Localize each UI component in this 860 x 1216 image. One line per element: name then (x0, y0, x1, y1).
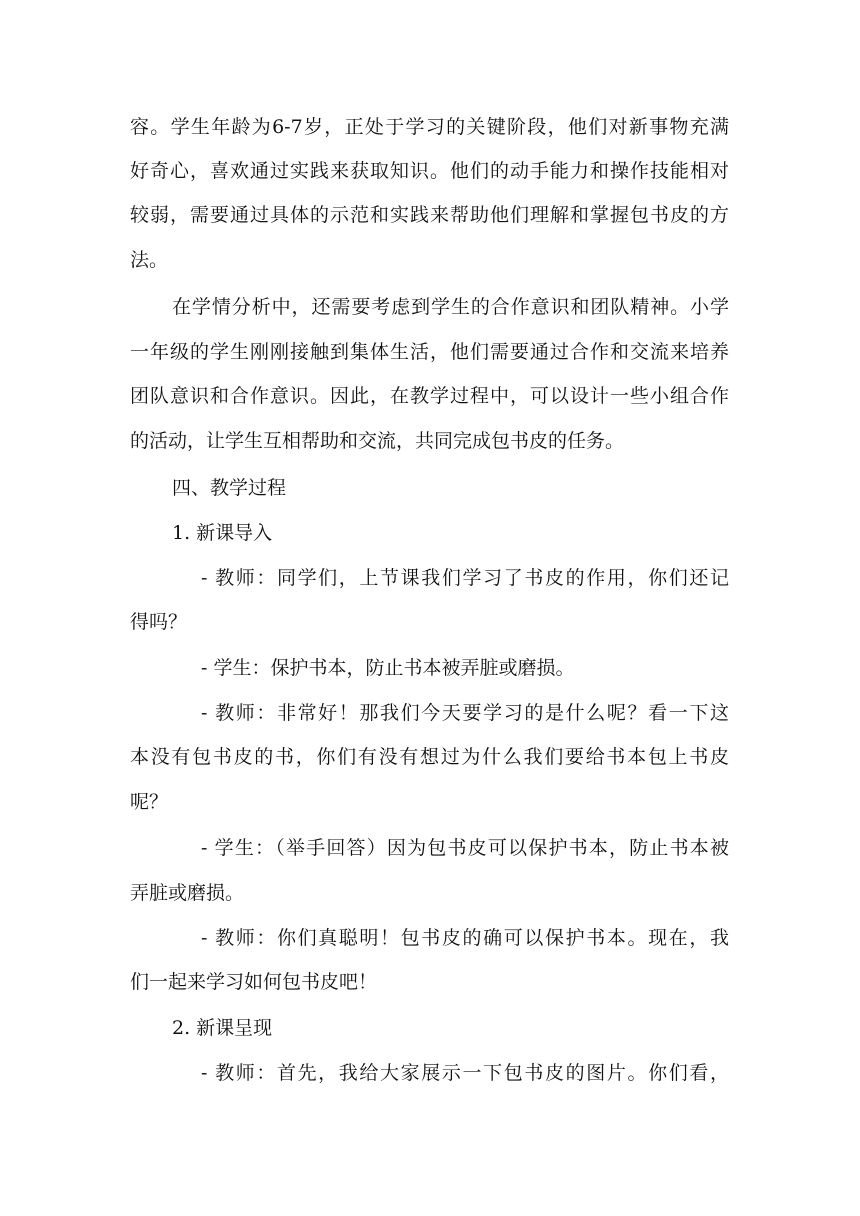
text-line: 法。 (130, 249, 169, 271)
text-line: 容。学生年龄为6-7岁，正处于学习的关键阶段，他们对新事物充满 (130, 116, 729, 138)
text-line: 的活动，让学生互相帮助和交流，共同完成包书皮的任务。 (130, 430, 625, 452)
dialogue-line: 们一起来学习如何包书皮吧！ (130, 971, 378, 993)
dialogue-line: - 学生：（举手回答）因为包书皮可以保护书本，防止书本被 (201, 837, 729, 859)
text-line: 团队意识和合作意识。因此，在教学过程中，可以设计一些小组合作 (130, 385, 729, 407)
dialogue-line: - 学生：保护书本，防止书本被弄脏或磨损。 (201, 657, 575, 679)
dialogue-line: 得吗？ (130, 611, 188, 633)
text-line: 在学情分析中，还需要考虑到学生的合作意识和团队精神。小学 (172, 296, 729, 318)
dialogue-line: - 教师：首先，我给大家展示一下包书皮的图片。你们看， (201, 1062, 729, 1084)
subsection-heading: 1. 新课导入 (172, 522, 273, 544)
text-line: 一年级的学生刚刚接触到集体生活，他们需要通过合作和交流来培养 (130, 341, 729, 363)
dialogue-line: - 教师：你们真聪明！包书皮的确可以保护书本。现在，我 (201, 927, 729, 949)
text-line: 好奇心，喜欢通过实践来获取知识。他们的动手能力和操作技能相对 (130, 160, 729, 182)
dialogue-line: - 教师：非常好！那我们今天要学习的是什么呢？看一下这 (201, 702, 729, 724)
text-line: 较弱，需要通过具体的示范和实践来帮助他们理解和掌握包书皮的方 (130, 204, 729, 226)
dialogue-line: - 教师：同学们，上节课我们学习了书皮的作用，你们还记 (201, 567, 729, 589)
dialogue-line: 弄脏或磨损。 (130, 882, 245, 904)
dialogue-line: 呢？ (130, 791, 169, 813)
section-heading: 四、教学过程 (172, 477, 287, 499)
dialogue-line: 本没有包书皮的书，你们有没有想过为什么我们要给书本包上书皮 (130, 746, 729, 768)
subsection-heading: 2. 新课呈现 (172, 1017, 273, 1039)
